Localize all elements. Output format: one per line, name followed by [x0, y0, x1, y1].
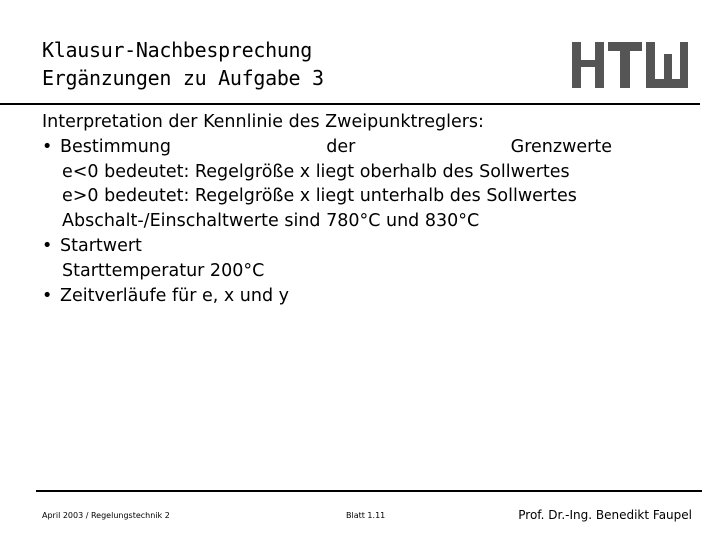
- bullet-heading-word-1: Bestimmung: [60, 136, 171, 157]
- footer-date-course: April 2003 / Regelungstechnik 2: [42, 511, 170, 520]
- footer-divider: [36, 490, 702, 492]
- title-line-2: Ergänzungen zu Aufgabe 3: [42, 66, 324, 90]
- intro-text: Interpretation der Kennlinie des Zweipunktreglers:: [42, 112, 484, 132]
- slide-title: [42, 36, 324, 92]
- slide-content: [42, 110, 612, 308]
- bullet-label: Zeitverläufe für e, x und y: [60, 285, 289, 306]
- title-divider: [0, 103, 700, 105]
- title-line-1: Klausur-Nachbesprechung: [42, 38, 313, 62]
- bullet-heading-word-2: der: [326, 136, 356, 157]
- detail-line: Starttemperatur 200°C: [62, 260, 265, 281]
- bullet-marker: •: [42, 285, 53, 306]
- bullet-item-startwert: [42, 234, 612, 259]
- detail-line: e<0 bedeutet: Regelgröße x liegt oberhalb des Sollwertes: [62, 161, 570, 182]
- bullet-label: Startwert: [60, 235, 142, 256]
- htw-logo: [570, 40, 692, 90]
- bullet-marker: •: [42, 235, 53, 256]
- bullet-heading-word-3: Grenzwerte: [510, 136, 612, 157]
- bullet-heading: [60, 135, 612, 160]
- bullet-marker: •: [42, 136, 53, 157]
- detail-line: e>0 bedeutet: Regelgröße x liegt unterhalb des Sollwertes: [62, 186, 577, 207]
- footer-author: Prof. Dr.-Ing. Benedikt Faupel: [518, 508, 692, 522]
- bullet-item-zeitverlaeufe: [42, 284, 612, 309]
- detail-line: Abschalt-/Einschaltwerte sind 780°C und 830°C: [62, 211, 480, 232]
- bullet-item-bestimmung: [42, 135, 612, 160]
- footer-page-number: Blatt 1.11: [346, 511, 386, 520]
